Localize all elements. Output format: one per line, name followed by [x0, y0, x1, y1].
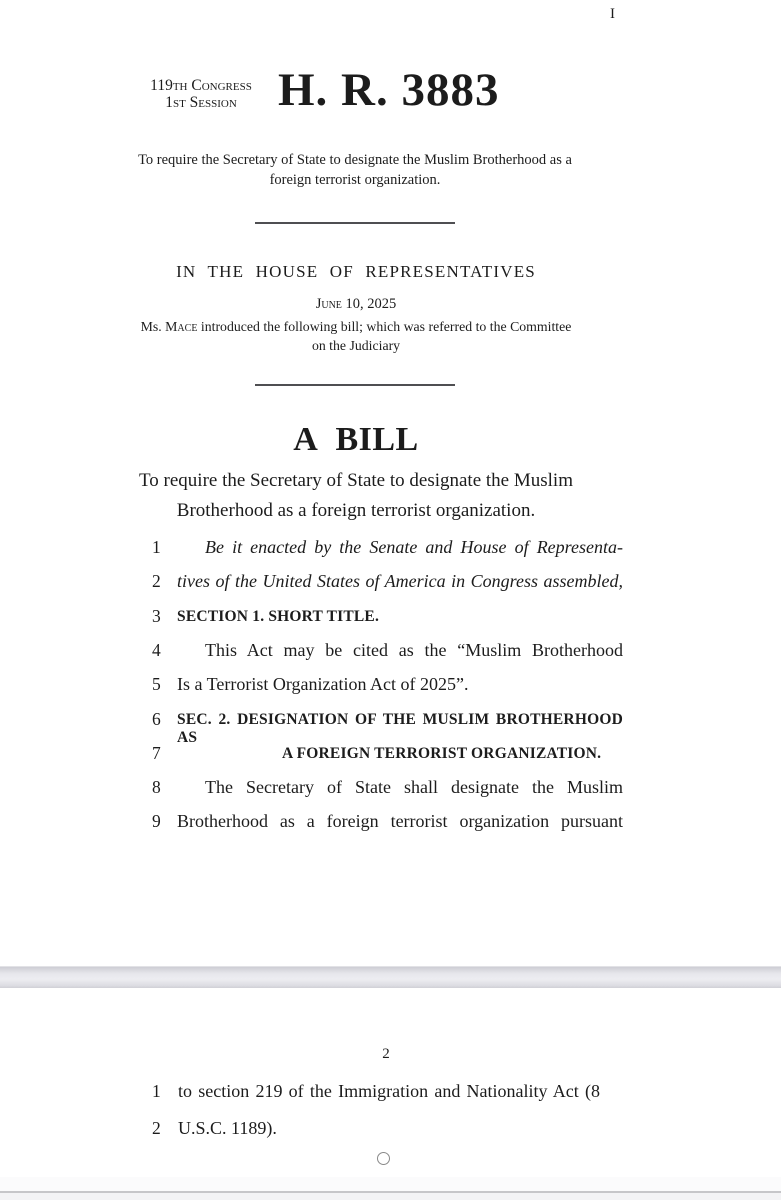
body-line	[148, 743, 623, 769]
line-text: SECTION 1. SHORT TITLE.	[177, 608, 380, 625]
body-line	[148, 537, 623, 563]
bill-number: H. R. 3883	[278, 64, 500, 116]
preamble-line: To require the Secretary of State to designate the Muslim	[139, 470, 573, 491]
line-number: 7	[152, 743, 161, 763]
end-of-bill-circle-icon	[377, 1152, 390, 1165]
line-number: 8	[152, 777, 161, 797]
body-line	[148, 571, 623, 597]
line-text: U.S.C. 1189).	[178, 1118, 277, 1138]
line-number: 2	[152, 1118, 161, 1138]
congress-session-block	[121, 77, 281, 111]
chamber-heading: IN THE HOUSE OF REPRESENTATIVES	[176, 262, 536, 281]
body-line	[148, 709, 623, 746]
sponsor-name: Mace	[165, 319, 198, 334]
body-line	[148, 1081, 600, 1107]
horizontal-rule-bottom	[255, 384, 455, 386]
bill-long-title: To require the Secretary of State to designate the Muslim Brotherhood as a foreign terrorist organization.	[138, 152, 572, 188]
line-text: Brotherhood as a foreign terrorist organization pursuant	[177, 811, 623, 831]
line-number: 1	[152, 537, 161, 557]
line-text: The Secretary of State shall designate the Muslim	[205, 777, 623, 797]
line-text: Be it enacted by the Senate and House of Representa-	[205, 537, 623, 557]
line-text: to section 219 of the Immigration and Nationality Act (8	[178, 1081, 600, 1101]
bottom-background	[0, 1193, 781, 1200]
page2-folio: 2	[382, 1046, 390, 1062]
line-number: 3	[152, 606, 161, 626]
sponsor-rest: introduced the following bill; which was referred to the Committee on the Judiciary	[197, 319, 572, 353]
preamble-line: Brotherhood as a foreign terrorist organization.	[176, 500, 536, 521]
line-number: 9	[152, 811, 161, 831]
line-number: 4	[152, 640, 161, 660]
body-line	[148, 777, 623, 803]
page1-folio: I	[610, 6, 616, 22]
body-line	[148, 1118, 600, 1144]
sponsor-prefix: Ms.	[140, 319, 166, 334]
body-line	[148, 606, 623, 632]
line-number: 1	[152, 1081, 161, 1101]
line-number: 2	[152, 571, 161, 591]
sponsor-line	[136, 317, 576, 355]
body-line	[148, 640, 623, 666]
body-line	[148, 811, 623, 837]
line-number: 5	[152, 674, 161, 694]
horizontal-rule-top	[255, 222, 455, 224]
congress-label: 119th Congress	[150, 77, 252, 94]
preamble	[106, 466, 606, 526]
introduction-date: June 10, 2025	[315, 296, 397, 312]
line-number: 6	[152, 709, 161, 729]
page-break-gap	[0, 966, 781, 990]
line-text: This Act may be cited as the “Muslim Brotherhood	[205, 640, 623, 660]
line-text: A FOREIGN TERRORIST ORGANIZATION.	[282, 745, 602, 762]
session-label: 1st Session	[165, 94, 237, 111]
line-text: tives of the United States of America in Congress assembled,	[177, 571, 623, 591]
body-line	[148, 674, 623, 700]
line-text: SEC. 2. DESIGNATION OF THE MUSLIM BROTHERHOOD AS	[177, 711, 623, 746]
line-text: Is a Terrorist Organization Act of 2025”.	[177, 674, 469, 694]
a-bill-heading: A BILL	[293, 421, 419, 458]
